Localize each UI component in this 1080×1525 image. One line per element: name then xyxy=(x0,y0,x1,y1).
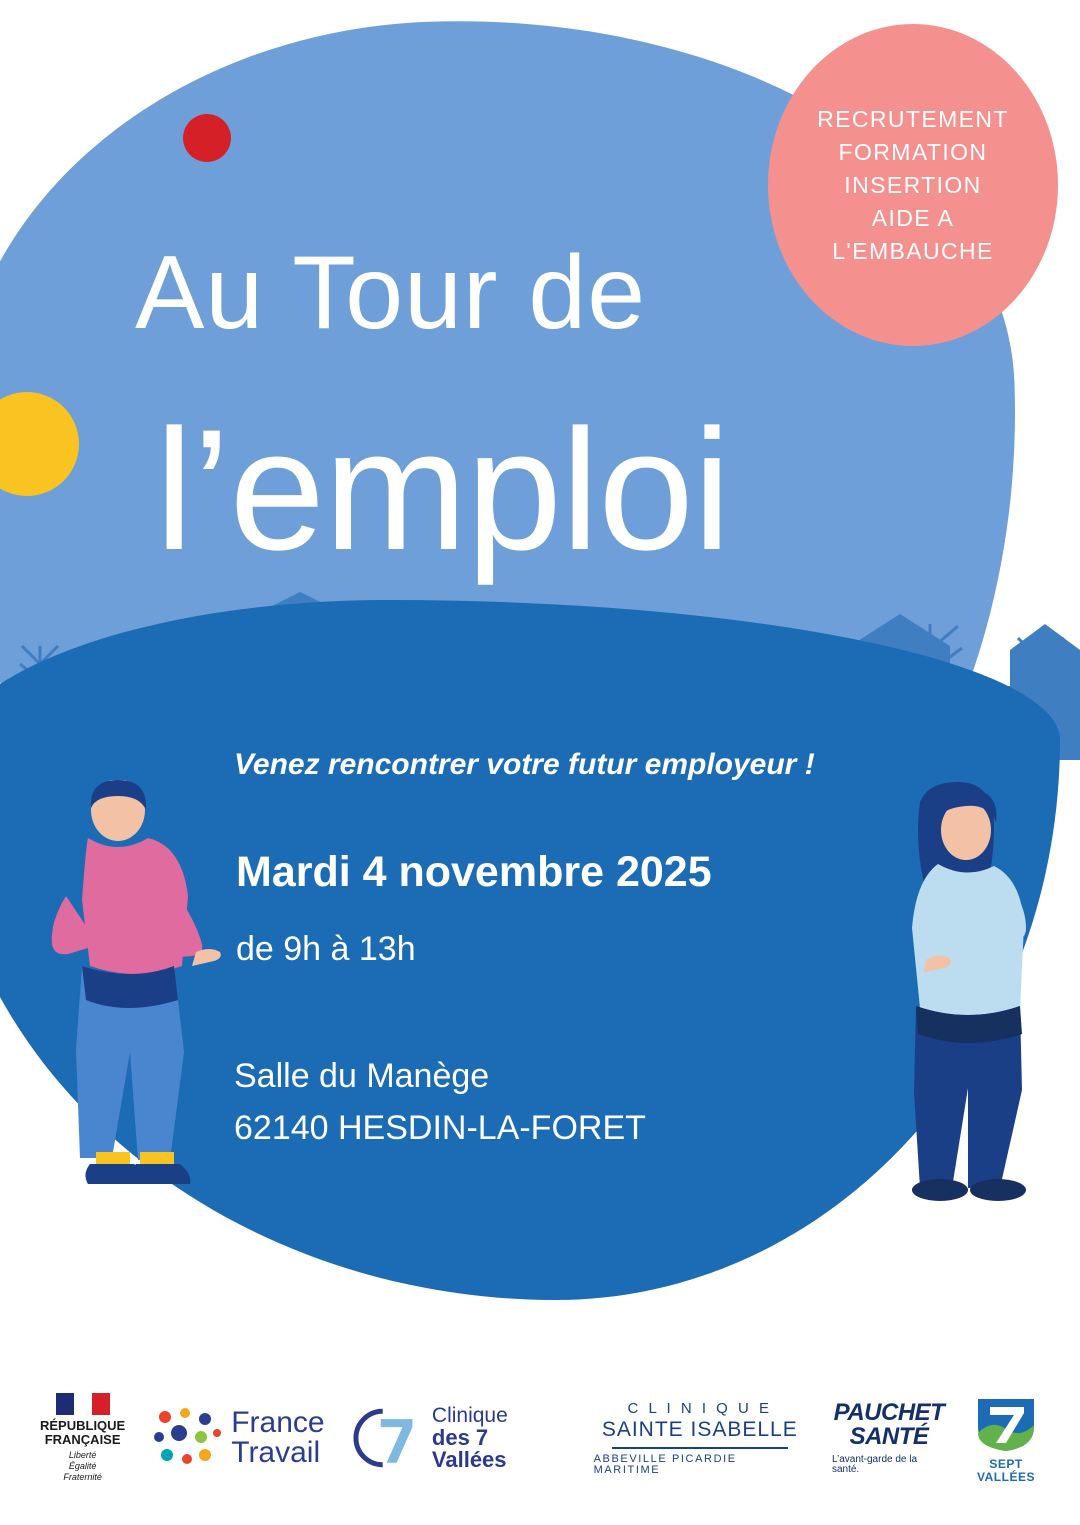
c7-line-1: Clinique xyxy=(431,1404,508,1427)
venue-address: 62140 HESDIN-LA-FORET xyxy=(234,1109,646,1147)
event-venue xyxy=(234,1050,646,1154)
france-travail-line-2: Travail xyxy=(231,1436,321,1469)
badge-line-5: L'EMBAUCHE xyxy=(832,237,994,264)
rf-motto-line-1: Liberté xyxy=(68,1450,97,1460)
logo-sept-vallees xyxy=(972,1393,1040,1484)
si-divider xyxy=(612,1447,788,1449)
logo-republique-francaise xyxy=(40,1393,125,1483)
venue-name: Salle du Manège xyxy=(234,1057,490,1095)
logo-france-travail xyxy=(151,1405,324,1471)
si-line-2: SAINTE ISABELLE xyxy=(601,1417,798,1441)
rf-name-line-2: FRANÇAISE xyxy=(44,1432,121,1447)
france-travail-dots-icon xyxy=(151,1405,223,1471)
illustration-person-left xyxy=(48,780,223,1200)
sept-vallees-shield-icon xyxy=(972,1393,1040,1455)
event-date: Mardi 4 novembre 2025 xyxy=(236,848,712,896)
badge-line-4: AIDE A xyxy=(871,204,955,231)
decorative-red-dot xyxy=(183,114,231,162)
badge-line-2: FORMATION xyxy=(838,138,988,165)
si-line-3: ABBEVILLE PICARDIE MARITIME xyxy=(593,1452,737,1476)
france-travail-line-1: France xyxy=(231,1406,325,1439)
c7-line-2: des 7 Vallées xyxy=(431,1425,507,1472)
pauchet-line-1: PAUCHET xyxy=(833,1399,945,1426)
rf-name-line-1: RÉPUBLIQUE xyxy=(40,1418,126,1433)
pauchet-line-2: SANTÉ xyxy=(849,1423,929,1450)
pauchet-tagline: L’avant-garde de la santé. xyxy=(831,1454,918,1475)
french-flag-icon xyxy=(56,1393,110,1415)
c7-monogram-icon xyxy=(351,1405,424,1471)
logo-clinique-sainte-isabelle xyxy=(594,1401,806,1476)
rf-motto-line-2: Égalité xyxy=(68,1461,97,1471)
rf-motto-line-3: Fraternité xyxy=(63,1472,102,1482)
illustration-person-right xyxy=(882,782,1042,1202)
badge-line-3: INSERTION xyxy=(844,171,982,198)
sept-vallees-line-1: SEPT xyxy=(989,1456,1023,1471)
logo-pauchet-sante xyxy=(832,1401,946,1475)
poster-tagline: Venez rencontrer votre futur employeur ! xyxy=(234,748,815,781)
logo-clinique-des-7-vallees xyxy=(351,1405,568,1471)
badge-recruitment xyxy=(768,24,1058,346)
si-line-1: C L I N I Q U E xyxy=(627,1399,773,1417)
poster-title-line-1: Au Tour de xyxy=(135,235,647,351)
event-hours: de 9h à 13h xyxy=(236,930,416,968)
sept-vallees-line-2: VALLÉES xyxy=(977,1469,1035,1484)
partner-logo-strip xyxy=(0,1373,1080,1503)
badge-line-1: RECRUTEMENT xyxy=(817,105,1009,132)
poster-title-line-2: l’emploi xyxy=(155,394,731,586)
